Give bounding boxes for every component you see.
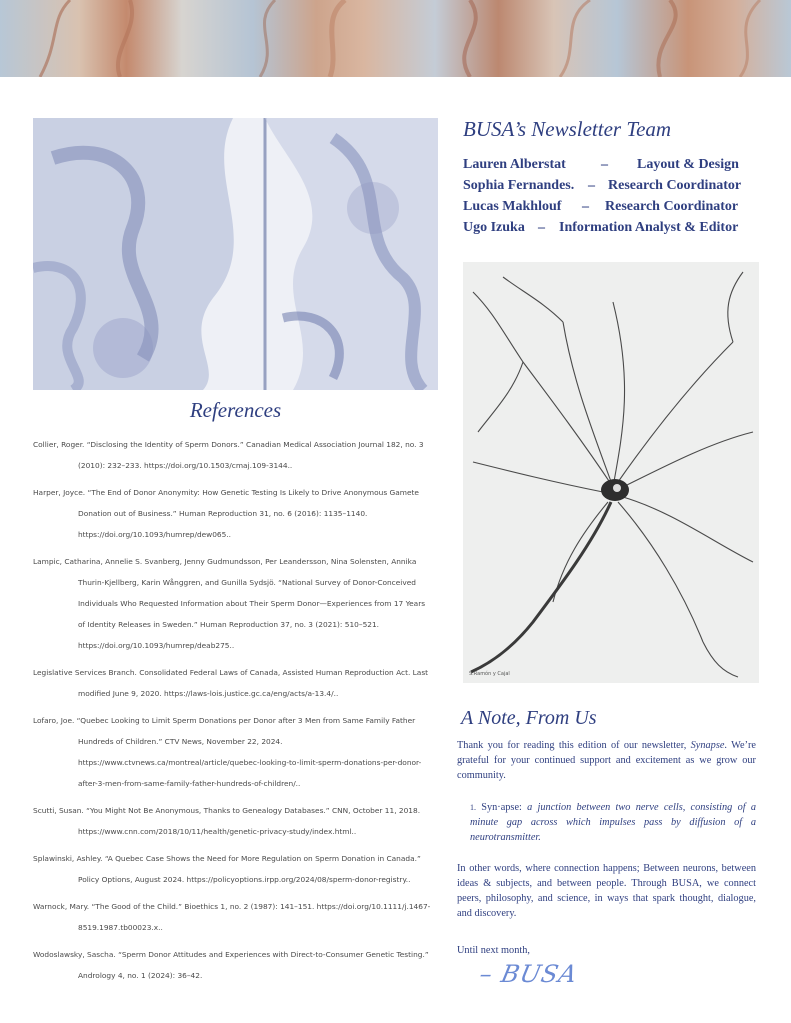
signature: – BUSA [477, 960, 581, 988]
definition-text: a junction between two nerve cells, consisting of a minute gap across which impulses pass by diffusion of a neurotransmitter. [470, 802, 756, 843]
member-name: Ugo Izuka [463, 220, 525, 235]
definition-number: 1. [470, 803, 476, 812]
top-banner [0, 0, 791, 77]
team-member [463, 175, 753, 196]
member-dash: – [538, 220, 545, 235]
reference-item: Wodoslawsky, Sascha. “Sperm Donor Attitudes and Experiences with Direct-to-Consumer Genetic Testing.” Andrology 4, no. 1 (2024): 36–42. [33, 950, 429, 980]
member-dash: – [588, 178, 595, 193]
team-member [463, 196, 753, 217]
member-name: Sophia Fernandes. [463, 178, 575, 193]
member-name: Lucas Makhlouf [463, 199, 562, 214]
member-dash: – [601, 157, 608, 172]
synapse-definition [470, 800, 756, 845]
note-paragraph: In other words, where connection happens; Between neurons, between ideas & subjects, and between people. Through BUSA, we connect peers, philosophy, and science, in ways that spark thought, dialogue, and discovery. [457, 863, 756, 919]
reference-item: Scutti, Susan. “You Might Not Be Anonymous, Thanks to Genealogy Databases.” CNN, October 11, 2018. https://www.cnn.com/2018/10/11/health/genetic-privacy-study/index.html.. [33, 806, 421, 836]
neuron-drawing-image [463, 262, 759, 683]
reference-item: Lampic, Catharina, Annelie S. Svanberg, Jenny Gudmundsson, Per Leandersson, Nina Solensten, Annika Thurin-Kjellberg, Karin Wånggren, and Gunilla Sydsjö. “National Survey of Donor-Conceived Individuals Who Requested Information about Their Sperm Donor—Experiences from 17 Years of Identity Releases in Sweden.” Human Reproduction 37, no. 3 (2021): 510–521. https://doi.org/10.1093/humrep/deab275.. [33, 557, 426, 650]
brain-watercolor-image [33, 118, 438, 390]
reference-item: Harper, Joyce. “The End of Donor Anonymity: How Genetic Testing Is Likely to Drive Anonymous Gamete Donation out of Business.” Human Reproduction 31, no. 6 (2016): 1135–1140. https://doi.org/10.1093/humrep/dew065.. [33, 488, 419, 539]
reference-item: Legislative Services Branch. Consolidated Federal Laws of Canada, Assisted Human Reproduction Act. Last modified June 9, 2020. https://laws-lois.justice.gc.ca/eng/acts/a-13.4/.. [33, 668, 429, 698]
brain-art-icon [33, 118, 438, 390]
references-list [33, 434, 433, 992]
member-dash: – [582, 199, 589, 214]
member-name: Lauren Alberstat [463, 157, 566, 172]
member-role: Layout & Design [637, 157, 739, 172]
member-role: Information Analyst & Editor [559, 220, 739, 235]
team-title: BUSA’s Newsletter Team [463, 117, 672, 141]
neuron-caption: S.Ramón y Cajal [469, 671, 510, 677]
definition-term: Syn·apse: [481, 802, 522, 813]
reference-item: Lofaro, Joe. “Quebec Looking to Limit Sperm Donations per Donor after 3 Men from Same Family Father Hundreds of Children.” CTV News, November 22, 2024. https://www.ctvnews.ca/montreal/article/quebec-looking-to-limit-sperm-donations-per-donor-after-3-men-from-same-family-father-hundreds-of-children/.. [33, 716, 422, 788]
reference-item: Splawinski, Ashley. “A Quebec Case Shows the Need for More Regulation on Sperm Donation in Canada.” Policy Options, August 2024. https://policyoptions.irpp.org/2024/08/sperm-donor-registry.. [33, 854, 421, 884]
team-member [463, 154, 753, 175]
team-member [463, 217, 753, 238]
member-role: Research Coordinator [608, 178, 742, 193]
note-intro: Thank you for reading this edition of our newsletter, Synapse. We’re grateful for your continued support and excitement as we grow our community. [457, 740, 756, 781]
coral-texture-banner-icon [0, 0, 791, 77]
note-title: A Note, From Us [461, 707, 597, 729]
team-list [463, 154, 753, 238]
reference-item: Collier, Roger. “Disclosing the Identity of Sperm Donors.” Canadian Medical Association Journal 182, no. 3 (2010): 232–233. https://doi.org/10.1503/cmaj.109-3144.. [33, 440, 424, 470]
reference-item: Warnock, Mary. “The Good of the Child.” Bioethics 1, no. 2 (1987): 141–151. https://doi.org/10.1111/j.1467-8519.1987.tb00023.x.. [33, 902, 431, 932]
member-role: Research Coordinator [605, 199, 739, 214]
references-title: References [189, 398, 282, 422]
closing-line: Until next month, [457, 945, 530, 956]
neuron-icon [463, 262, 759, 683]
